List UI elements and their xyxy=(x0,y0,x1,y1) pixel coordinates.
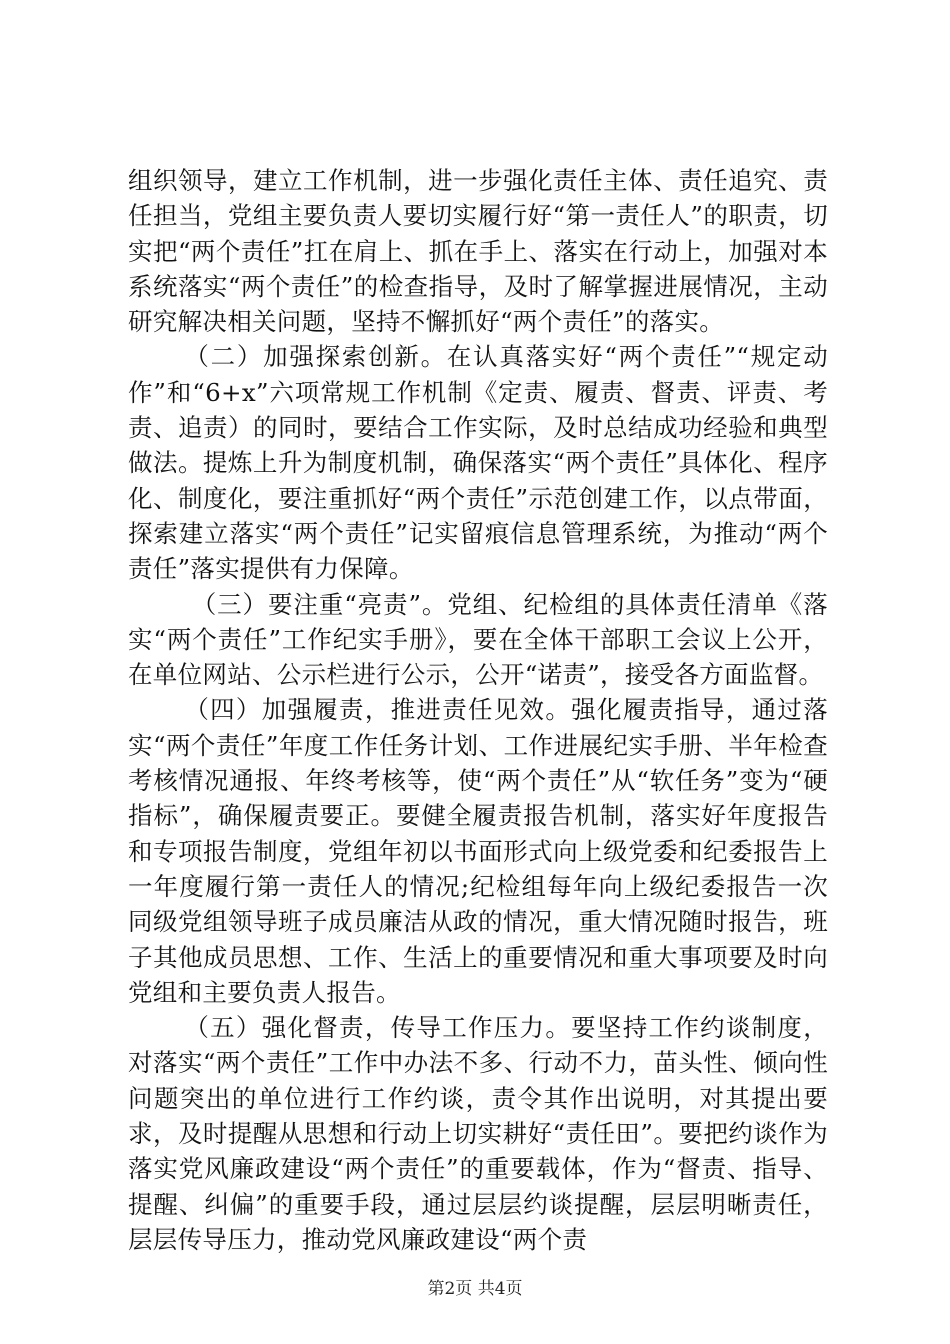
page-footer: 第2页 共4页 xyxy=(427,1279,523,1299)
paragraph-section-3: （三）要注重“亮责”。党组、纪检组的具体责任清单《落实“两个责任”工作纪实手册》，要在全体干部职工会议上公开，在单位网站、公示栏进行公示，公开“诺责”，接受各方面监督。 xyxy=(128,589,828,690)
paragraph-section-2: （二）加强探索创新。在认真落实好“两个责任”“规定动作”和“6+x”六项常规工作机制《定责、履责、督责、评责、考责、追责）的同时，要结合工作实际，及时总结成功经验和典型做法。提炼上升为制度机制，确保落实“两个责任”具体化、程序化、制度化，要注重抓好“两个责任”示范创建工作，以点带面，探索建立落实“两个责任”记实留痕信息管理系统，为推动“两个责任”落实提供有力保障。 xyxy=(128,342,828,584)
paragraph-section-4: （四）加强履责，推进责任见效。强化履责指导，通过落实“两个责任”年度工作任务计划、工作进展纪实手册、半年检查考核情况通报、年终考核等，使“两个责任”从“软任务”变为“硬指标”，确保履责要正。要健全履责报告机制，落实好年度报告和专项报告制度，党组年初以书面形式向上级党委和纪委报告上一年度履行第一责任人的情况;纪检组每年向上级纪委报告一次同级党组领导班子成员廉洁从政的情况，重大情况随时报告，班子其他成员思想、工作、生活上的重要情况和重大事项要及时向党组和主要负责人报告。 xyxy=(128,695,828,1007)
document-body xyxy=(128,163,828,1257)
paragraph-section-5: （五）强化督责，传导工作压力。要坚持工作约谈制度，对落实“两个责任”工作中办法不多、行动不力，苗头性、倾向性问题突出的单位进行工作约谈，责令其作出说明，对其提出要求，及时提醒从思想和行动上切实耕好“责任田”。要把约谈作为落实党风廉政建设“两个责任”的重要载体，作为“督责、指导、提醒、纠偏”的重要手段，通过层层约谈提醒，层层明晰责任，层层传导压力，推动党风廉政建设“两个责 xyxy=(128,1013,828,1254)
paragraph-continuation: 组织领导，建立工作机制，进一步强化责任主体、责任追究、责任担当，党组主要负责人要切实履行好“第一责任人”的职责，切实把“两个责任”扛在肩上、抓在手上、落实在行动上，加强对本系统落实“两个责任”的检查指导，及时了解掌握进展情况，主动研究解决相关问题，坚持不懈抓好“两个责任”的落实。 xyxy=(128,166,828,337)
